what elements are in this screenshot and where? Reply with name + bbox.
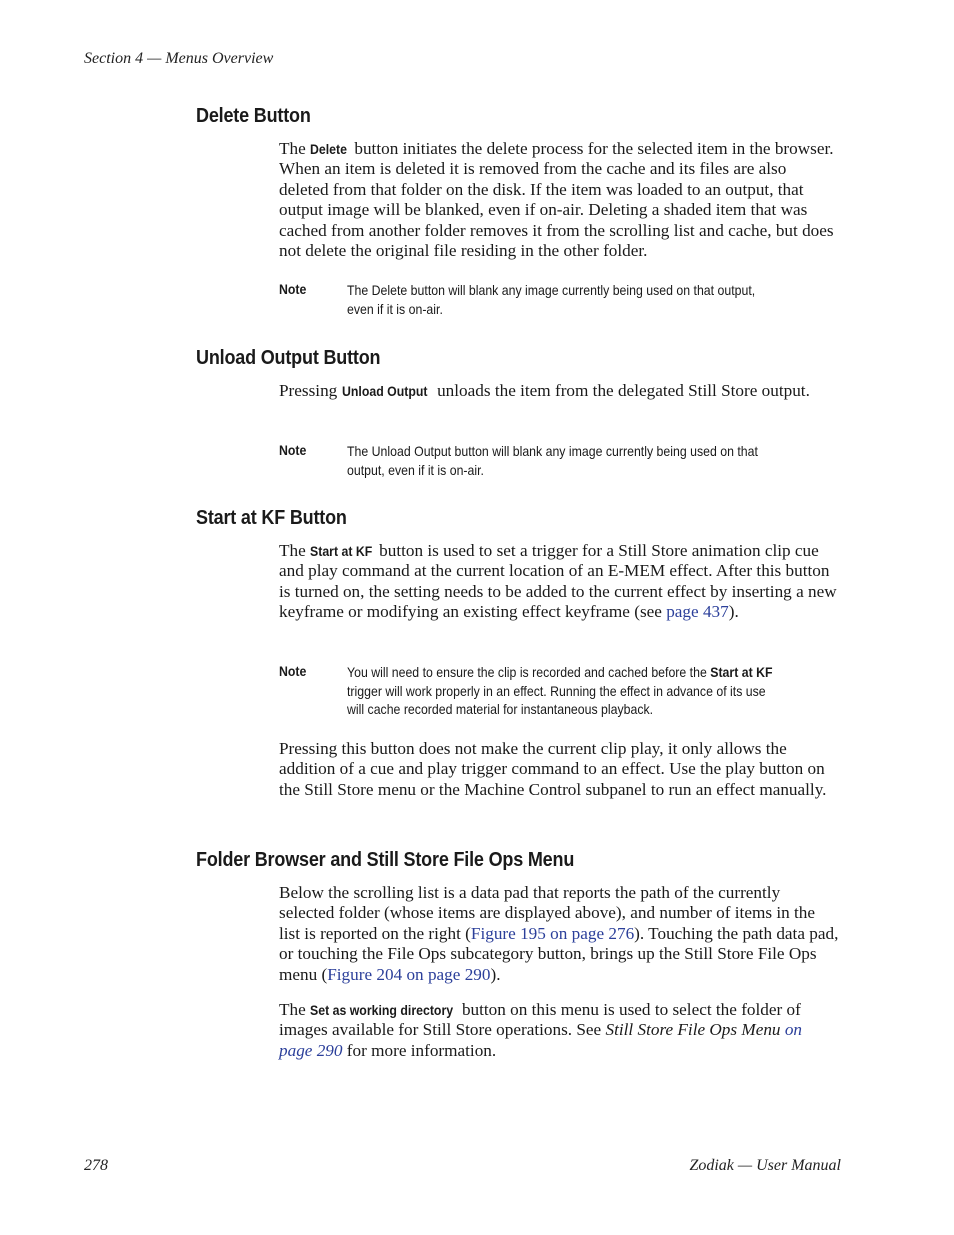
note-line: The Unload Output button will blank any image currently being used on that [347, 443, 758, 459]
folder-paragraph-2 [279, 1000, 839, 1061]
running-head: Section 4 — Menus Overview [84, 50, 274, 67]
section-heading-folder-browser: Folder Browser and Still Store File Ops Menu [196, 849, 575, 871]
text-run: ). [490, 964, 501, 984]
text-run: button on this menu is used to select the folder of images available for Still Store operations. See [279, 1000, 801, 1040]
note-line: will cache recorded material for instantaneous playback. [347, 701, 654, 717]
unload-paragraph [279, 381, 839, 401]
text-run: The [279, 1000, 311, 1019]
text-run: ). [728, 602, 739, 622]
note-label: Note [279, 663, 307, 679]
section-heading-start-at-kf: Start at KF Button [196, 507, 347, 529]
text-run: Pressing [279, 381, 342, 400]
note-text-start-kf [347, 663, 787, 719]
note-line: output, even if it is on-air. [347, 461, 484, 478]
ui-term-start-at-kf: Start at KF [310, 543, 373, 559]
menu-title-reference: Still Store File Ops Menu [605, 1020, 781, 1040]
section-heading-delete: Delete Button [196, 105, 311, 127]
text-run: The [279, 139, 311, 158]
figure-link[interactable]: Figure 195 on page 276 [470, 923, 635, 943]
page-link[interactable]: on page 290 [279, 1020, 802, 1060]
text-run: unloads the item from the delegated Still Store output. [432, 381, 810, 400]
note-line [347, 663, 787, 682]
start-kf-paragraph-2: Pressing this button does not make the current clip play, it only allows the addition of a cue and play trigger command to an effect. Use the play button on the Still Store menu or the Machine Control subpanel to run an effect manually. [279, 739, 827, 799]
ui-term-unload-output: Unload Output [341, 383, 428, 399]
note-line: even if it is on-air. [347, 300, 443, 317]
ui-term-start-at-kf: Start at KF [710, 664, 773, 680]
page-number: 278 [84, 1157, 108, 1174]
ui-term-set-as-working-directory: Set as working directory [310, 1002, 454, 1018]
text-run: You will need to ensure the clip is recorded and cached before the [347, 664, 711, 680]
note-label: Note [279, 442, 307, 458]
note-text-unload [347, 442, 787, 479]
delete-paragraph [279, 139, 839, 261]
text-run: button initiates the delete process for the selected item in the browser. When an item is deleted it is removed from the cache and its files are also deleted from that folder on the disk. If the item was loaded to an output, that output image will be blanked, even if on-air. Deleting a shaded item that was cached from another folder removes it from the scrolling list and cache, but does not delete the original file residing in the other folder. [279, 139, 834, 261]
note-text-delete [347, 281, 787, 318]
page-link[interactable]: page 437 [666, 602, 729, 622]
note-label: Note [279, 281, 307, 297]
note-line: The Delete button will blank any image currently being used on that output, [347, 282, 756, 298]
ui-term-delete: Delete [310, 141, 348, 157]
start-kf-paragraph [279, 541, 839, 623]
text-run: button is used to set a trigger for a Still Store animation clip cue and play command at the current location of an E-MEM effect. After this button is turned on, the setting needs to be added to the current effect by inserting a new keyframe or modifying an existing effect keyframe (see [279, 541, 837, 622]
folder-paragraph [279, 883, 839, 985]
text-run: Below the scrolling list is a data pad that reports the path of the currently selected folder (whose items are displayed above), and number of items in the list is reported on the right ( [279, 883, 815, 943]
section-heading-unload-output: Unload Output Button [196, 347, 381, 369]
text-run: The [279, 541, 311, 560]
manual-title: Zodiak — User Manual [689, 1157, 841, 1174]
note-line: trigger will work properly in an effect. Running the effect in advance of its use [347, 682, 766, 699]
text-run: for more information. [342, 1040, 497, 1060]
figure-link[interactable]: Figure 204 on page 290 [327, 964, 491, 984]
text-run: ). Touching the path data pad, or touching the File Ops subcategory button, brings up the Still Store File Ops menu ( [279, 923, 839, 984]
